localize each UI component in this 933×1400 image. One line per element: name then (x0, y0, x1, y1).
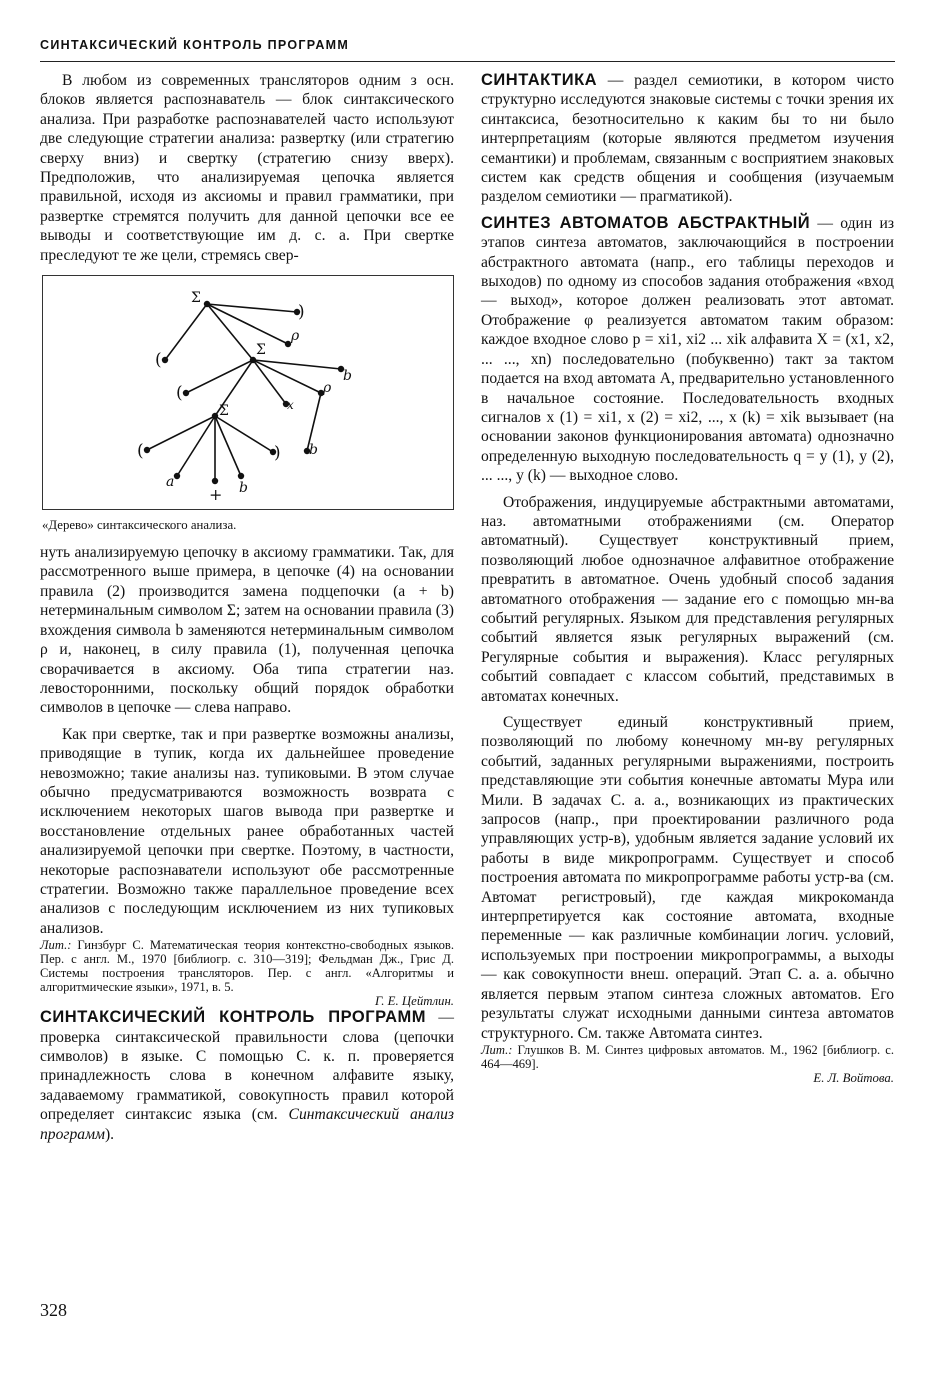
node-sigma-mid: Σ (256, 342, 266, 359)
leaf-a: a (166, 474, 175, 491)
entry-syntactics-term: СИНТАКТИКА (481, 71, 598, 89)
entry-syntax-control-term: СИНТАКСИЧЕСКИЙ КОНТРОЛЬ ПРОГРАММ (40, 1008, 427, 1027)
leaf-open-1: ( (155, 350, 162, 371)
parse-tree-diagram (43, 276, 453, 509)
running-header: СИНТАКСИЧЕСКИЙ КОНТРОЛЬ ПРОГРАММ (40, 38, 350, 52)
leaf-close-2: ) (274, 443, 281, 464)
leaf-close-1: ) (298, 302, 305, 323)
node-sigma-root: Σ (191, 290, 201, 307)
right-column (481, 71, 894, 1085)
left-literature (40, 938, 454, 994)
entry-syntactics-text: — раздел семиотики, в котором чисто структурно исследуются знаковые системы с точки зрения их синтаксиса, безотносительно к каким бы то ни было интерпретациям (которые являются предметом изучения семантики) и проблемам, связанным с восприятием знаковых систем как средств общения и сообщения (изучаемым разделом семиотики — прагматикой). (481, 72, 894, 206)
leaf-plus: + (209, 485, 223, 505)
header-rule (40, 61, 895, 62)
leaf-rho-2: ρ (323, 380, 332, 397)
leaf-open-3: ( (137, 441, 144, 462)
page-number: 328 (40, 1300, 67, 1320)
leaf-b-1: b (343, 368, 352, 385)
left-paragraph-1: В любом из современных трансляторов одним з осн. блоков является распознаватель — блок синтаксического анализа. При разработке распознавателей часто используют две следующие стратегии анализа: развертку (или стратегию сверху вниз) и свертку (стратегию снизу вверх). Предположив, что анализируемая цепочка является правильной, исходя из аксиомы и правил грамматики, при развертке стремятся получить для данной цепочки все ее выводы и соответствующие им д. с. а. При свертке преследуют те же цели, стремясь свер- (40, 72, 454, 264)
entry-abstract-synthesis-text: — один из этапов синтеза автоматов, заключающийся в построении абстрактного автомата (напр., его таблицы переходов и выходов) по одному из способов задания отображения «вход — выход», которое должен реализовать этот автомат. Отображение φ реализуется автоматом таким образом: каждое входное слово p = xi1, xi2 ... xik алфавита X = (x1, x2, ... ..., xn) последовательно (побуквенно) такт за тактом подается на вход автомата A, предварительно установленного в начальное состояние. Последовательность входных сигналов x (1) = xi1, x (2) = xi2, ..., x (k) = xik вызывает (на основании законов функционирования автомата) однозначно определенную выходную последовательность q = y (1), y (2), ... ..., y (k) — выходное слово. (481, 214, 895, 485)
left-paragraph-3: Как при свертке, так и при развертке возможны анализы, приводящие в тупик, когда их дальнейшее проведение невозможно; такие анализы наз. тупиковыми. В этом случае обычно предусматриваются возможность возврата с исключением некоторых шагов вывода при развертке и восстановление отдельных ранее обработанных частей анализируемой цепочки при свертке. Поэтому, в частности, некоторые распознаватели используют обе рассмотренные стратегии. Возможно также параллельное проведение всех анализов с последующим исключением из них тупиковых анализов. (40, 725, 454, 937)
entry-syntax-control-end: ). (104, 1125, 115, 1143)
left-column (40, 71, 454, 1144)
entry-abstract-synthesis (481, 214, 894, 486)
left-author-signature: Г. Е. Цейтлин. (374, 994, 454, 1009)
parse-tree-figure (42, 275, 454, 510)
right-literature (481, 1043, 894, 1071)
leaf-open-2: ( (176, 383, 183, 404)
figure-caption: «Дерево» синтаксического анализа. (42, 518, 237, 533)
right-lit-text: Глушков В. М. Синтез цифровых автоматов. М., 1962 [библиогр. с. 464—469]. (481, 1042, 894, 1071)
leaf-rho-1: ρ (291, 328, 300, 345)
entry-syntax-control (40, 1008, 454, 1144)
leaf-b-3: b (309, 442, 318, 459)
left-lit-text: Гинзбург С. Математическая теория контекстно-свободных языков. Пер. с англ. М., 1970 [библиогр. с. 310—319]; Фельдман Дж., Грис Д. Системы построения трансляторов. Пер. с англ. «Алгоритмы и алгоритмические языки», 1971, в. 5. (40, 938, 454, 995)
leaf-b-2: b (239, 480, 248, 497)
node-sigma-low: Σ (219, 403, 229, 420)
entry-syntax-control-ref: Синтаксический анализ программ (40, 1106, 454, 1143)
right-lit-label: Лит.: (481, 1042, 513, 1057)
right-paragraph-2: Отображения, индуцируемые абстрактными автоматами, наз. автоматными отображениями (см. Оператор автоматный). Существует конструктивный прием, позволяющий любое однозначное алфавитное отображение превратить в автоматное. Очень удобный способ задания автоматного отображения — задание его с помощью мн-ва событий регулярных. Языком для представления регулярных событий является язык регулярных выражений (см. Регулярные события и выражения). Класс регулярных событий совпадает с классом событий, представимых в автоматах конечных. (481, 493, 894, 705)
entry-syntax-control-text: — проверка синтаксической правильности слова (цепочки символов) в языке. С помощью С. к. п. проверяется принадлежность слова в конечном алфавите языку, задаваемому грамматикой, совокупность правил которой определяет синтаксис языка (см. (40, 1009, 454, 1124)
left-lit-label: Лит.: (40, 938, 72, 953)
left-paragraph-2: нуть анализируемую цепочку в аксиому грамматики. Так, для рассмотренного выше примера, в цепочке (4) на основании правила (2) производится замена подцепочки (a + b) нетерминальным символом Σ; затем на основании правила (3) вхождения символа b заменяются нетерминальным символом ρ и, наконец, в силу правила (1), полученная цепочка сворачивается в аксиому. Оба типа стратегии наз. левосторонними, поскольку общий порядок обработки символов в цепочке — слева направо. (40, 544, 454, 717)
right-paragraph-3: Существует единый конструктивный прием, позволяющий по любому конечному мн-ву регулярных событий, заданных регулярными выражениями, построить представляющие эти события конечные автоматы Мура или Мили. В задачах С. а. а., возникающих из практических запросов (напр., при проектировании различного рода управляющих устр-в), удобным является задание условий их работы в виде микропрограмм. Существует и способ построения автомата по микропрограмме работы устр-ва (см. Автомат регистровый), где каждая микрокоманда интерпретируется как состояние автомата, входные переменные — как различные комбинации логич. условий, используемых при построении микропрограммы, а выходы — как совокупности внеш. операций. Этап С. а. а. обычно является первым этапом синтеза сложных автоматов. Его результаты служат исходными данными синтеза автоматов структурного. См. также Автомата синтез. (481, 714, 894, 1042)
entry-syntactics (481, 71, 894, 207)
leaf-x: x (287, 398, 294, 413)
entry-abstract-synthesis-term: СИНТЕЗ АВТОМАТОВ АБСТРАКТНЫЙ (481, 213, 811, 232)
right-author-signature: Е. Л. Войтова. (813, 1070, 894, 1085)
